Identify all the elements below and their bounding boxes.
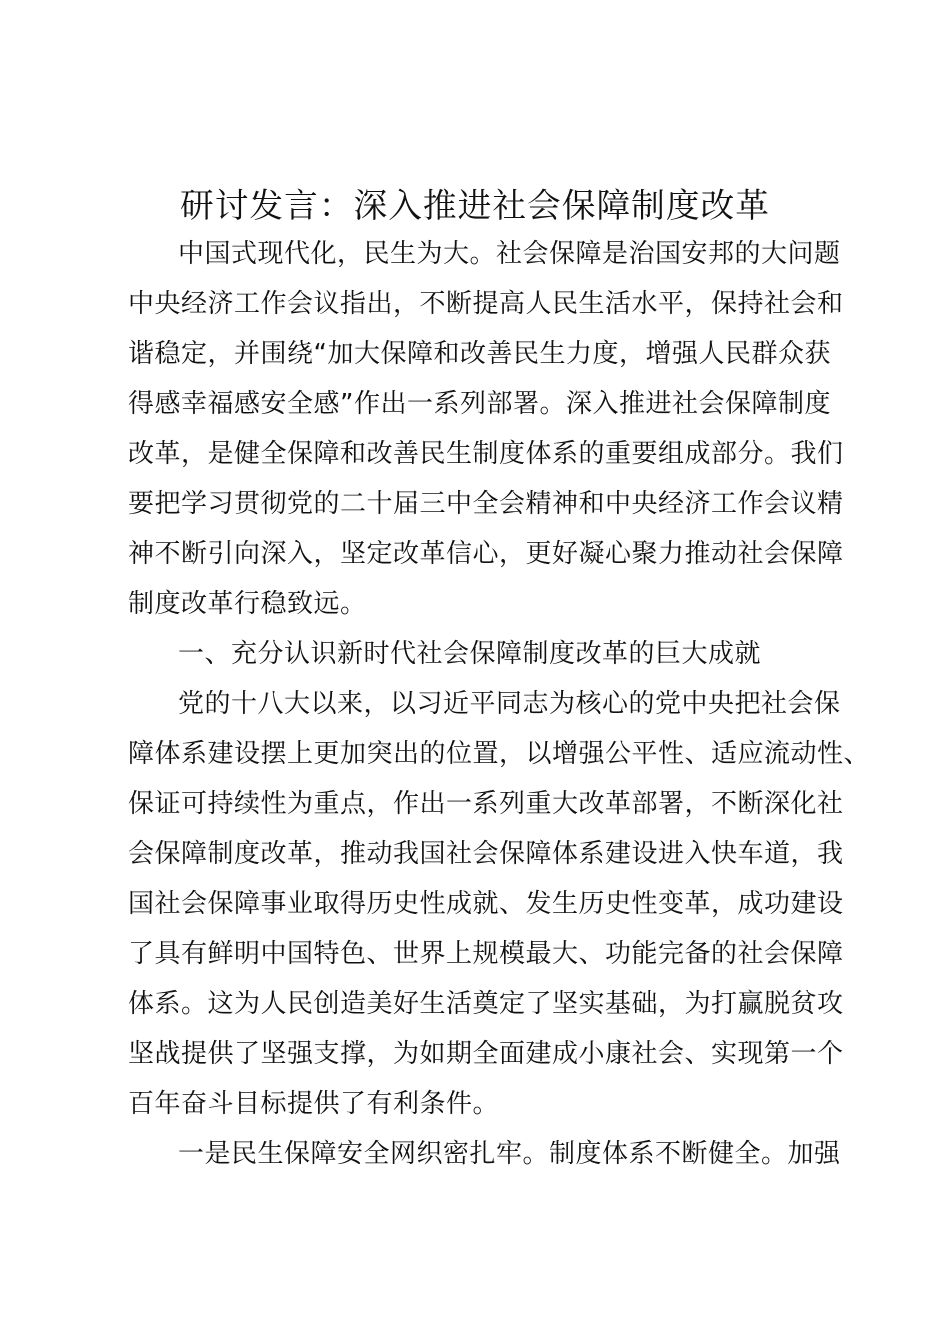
paragraph-line: 得感幸福感安全感”作出一系列部署。深入推进社会保障制度 [128, 389, 831, 419]
paragraph-line: 神不断引向深入，坚定改革信心，更好凝心聚力推动社会保障 [128, 539, 844, 569]
paragraph-line: 改革，是健全保障和改善民生制度体系的重要组成部分。我们 [128, 439, 844, 469]
paragraph-line: 制度改革行稳致远。 [128, 589, 367, 619]
paragraph-line: 党的十八大以来，以习近平同志为核心的党中央把社会保 [178, 689, 841, 719]
paragraph-line: 国社会保障事业取得历史性成就、发生历史性变革，成功建设 [128, 889, 844, 919]
document-title: 研讨发言：深入推进社会保障制度改革 [180, 186, 770, 225]
paragraph-line: 一是民生保障安全网织密扎牢。制度体系不断健全。加强 [178, 1139, 841, 1169]
paragraph-line: 要把学习贯彻党的二十届三中全会精神和中央经济工作会议精 [128, 489, 844, 519]
section-heading: 一、充分认识新时代社会保障制度改革的巨大成就 [178, 639, 762, 669]
paragraph-line: 了具有鲜明中国特色、世界上规模最大、功能完备的社会保障 [128, 939, 844, 969]
paragraph-line: 中央经济工作会议指出，不断提高人民生活水平，保持社会和 [128, 289, 844, 319]
paragraph-line: 百年奋斗目标提供了有利条件。 [128, 1089, 500, 1119]
paragraph-line: 谐稳定，并围绕“加大保障和改善民生力度，增强人民群众获 [128, 339, 831, 369]
paragraph-line: 保证可持续性为重点，作出一系列重大改革部署，不断深化社 [128, 789, 844, 819]
paragraph-line: 体系。这为人民创造美好生活奠定了坚实基础，为打赢脱贫攻 [128, 989, 844, 1019]
paragraph-line: 坚战提供了坚强支撑，为如期全面建成小康社会、实现第一个 [128, 1039, 844, 1069]
paragraph-line: 障体系建设摆上更加突出的位置，以增强公平性、适应流动性、 [128, 739, 871, 769]
paragraph-line: 会保障制度改革，推动我国社会保障体系建设进入快车道，我 [128, 839, 844, 869]
paragraph-line: 中国式现代化，民生为大。社会保障是治国安邦的大问题 [178, 239, 841, 269]
